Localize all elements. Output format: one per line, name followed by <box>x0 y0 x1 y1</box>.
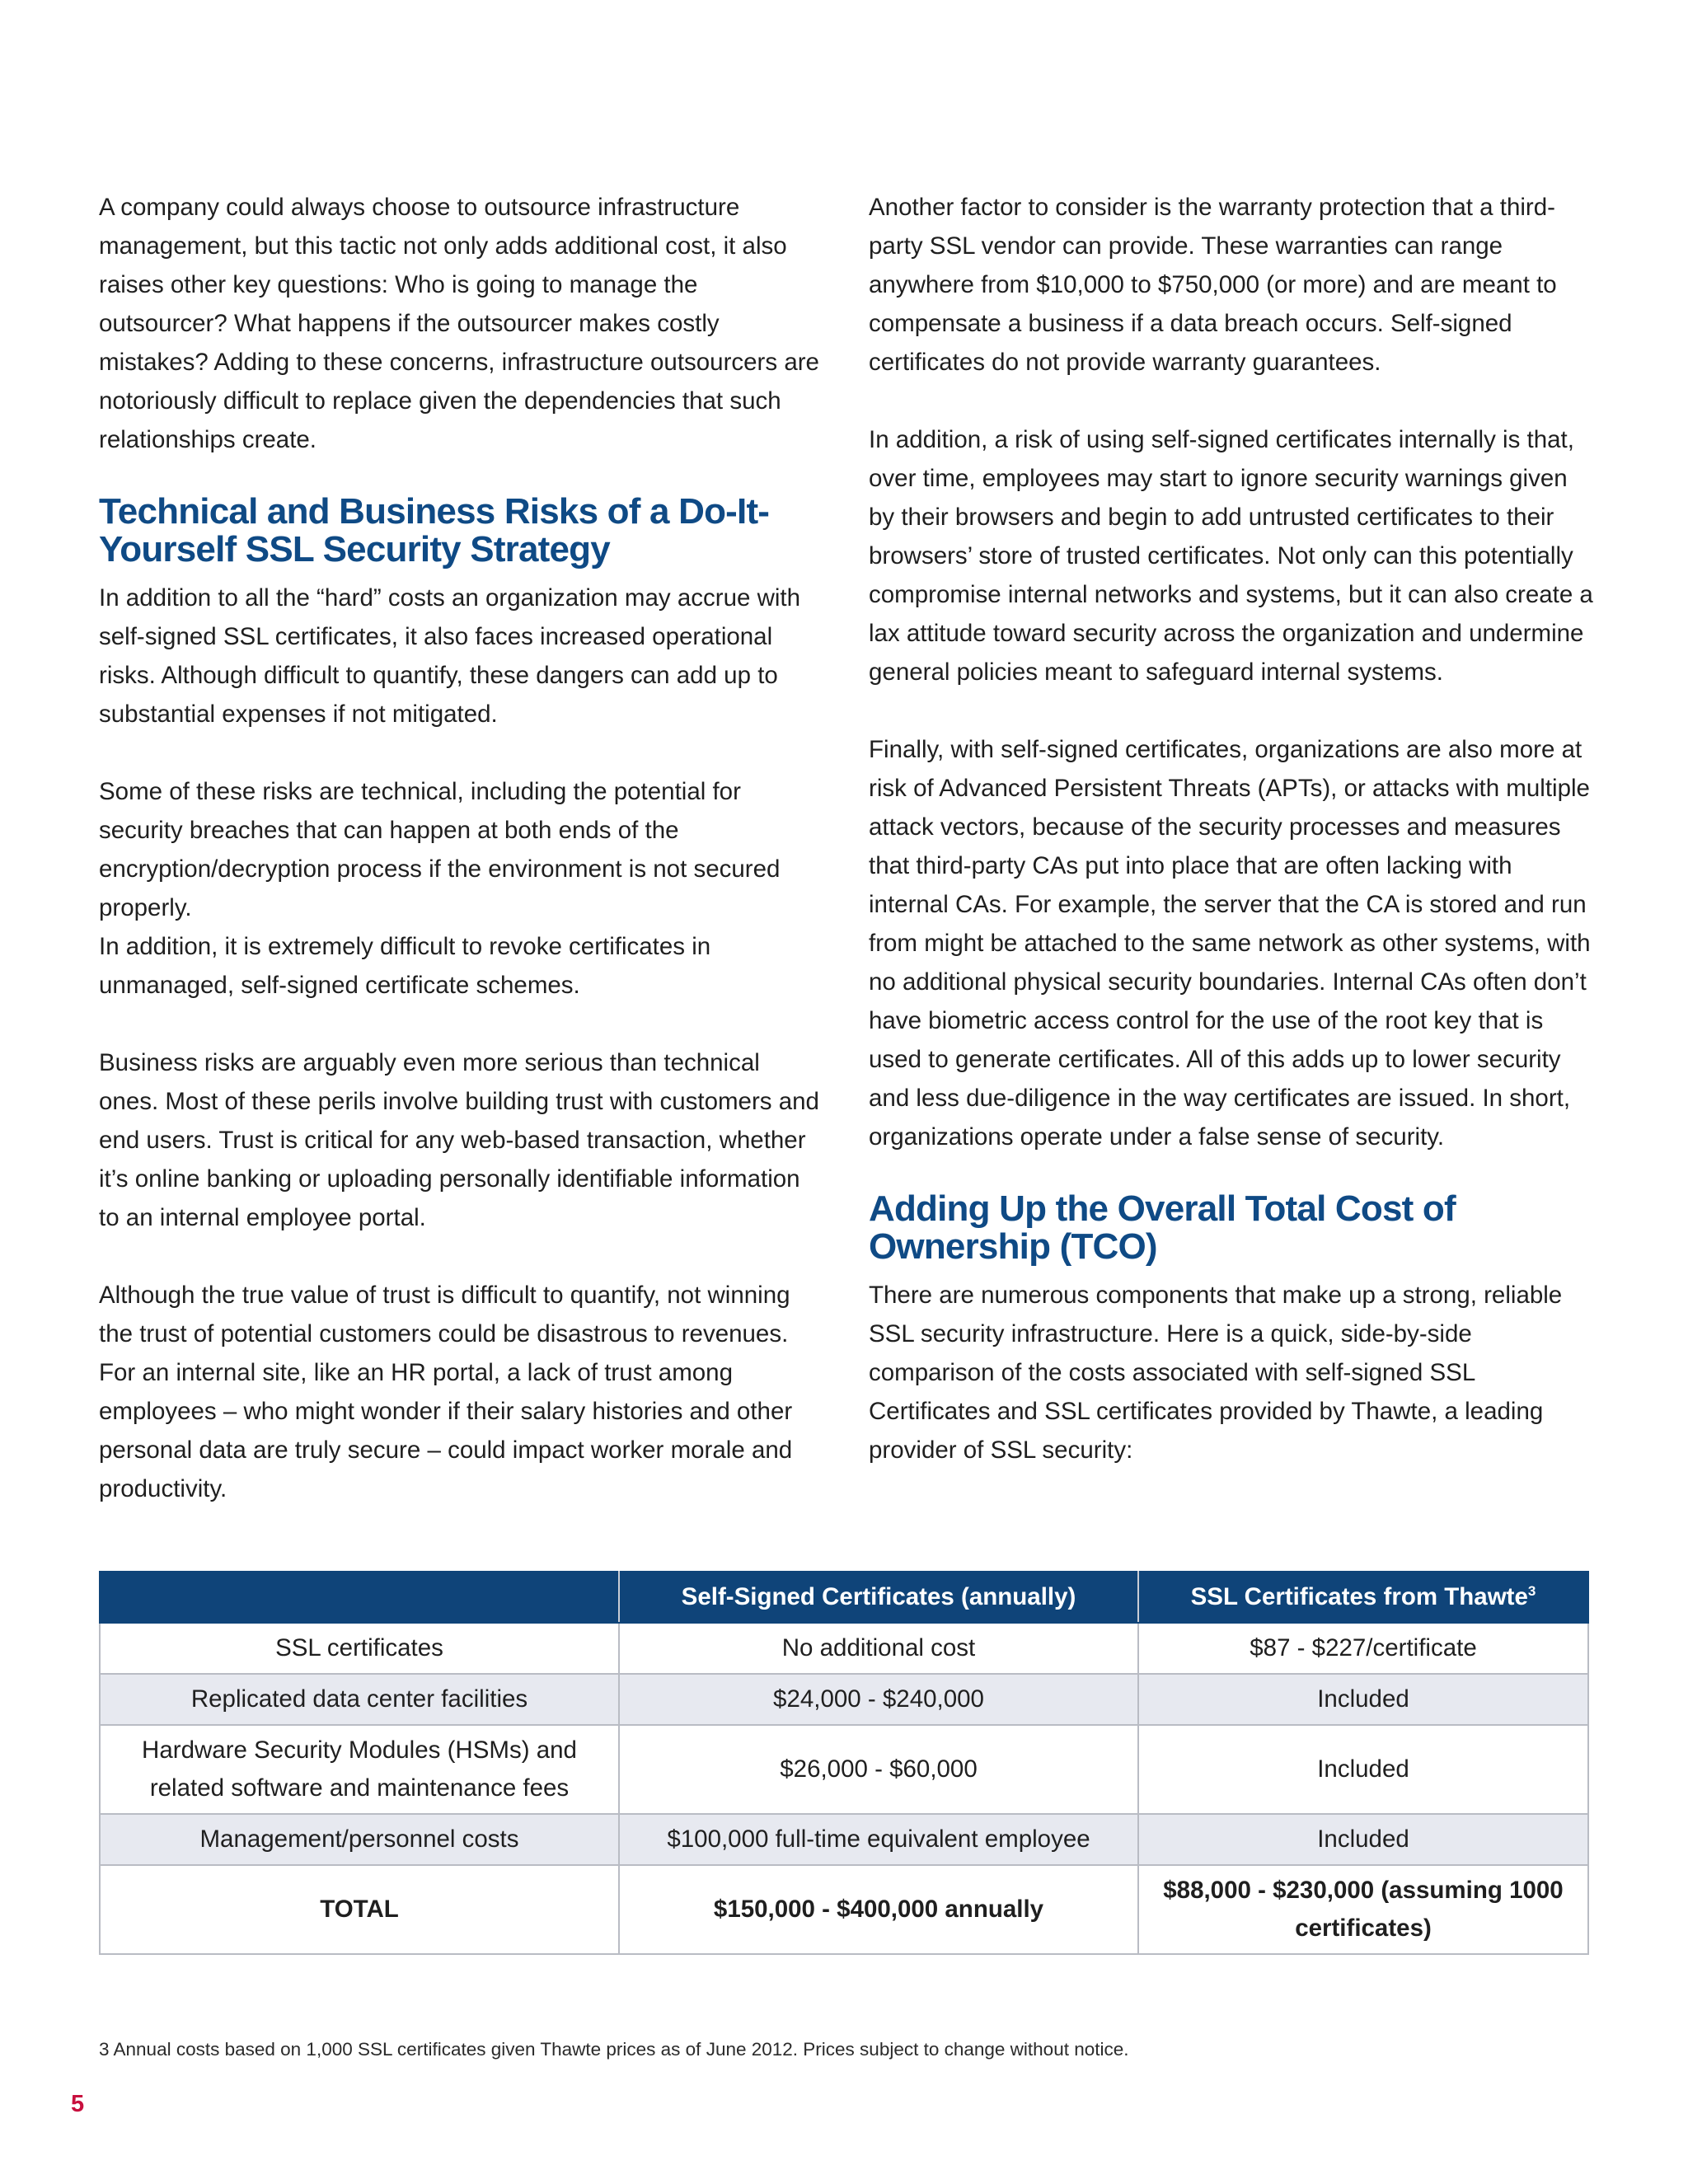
thawte-cost-cell: Included <box>1138 1725 1588 1814</box>
table-header-thawte <box>1138 1572 1588 1623</box>
right-paragraph-warranty: Another factor to consider is the warranty protection that a third-party SSL vendor can provide. These warranties can range anywhere from $10,000 to $750,000 (or more) and are meant to compensate a business if a data breach occurs. Self-signed certificates do not provide warranty guarantees. <box>869 194 1557 376</box>
self-signed-cost-cell: No additional cost <box>619 1623 1138 1674</box>
table-header-row <box>100 1572 1588 1623</box>
thawte-total-cell: $88,000 - $230,000 (assuming 1000 certificates) <box>1138 1865 1588 1954</box>
table-row <box>100 1674 1588 1725</box>
left-paragraph-trust-value: Although the true value of trust is difficult to quantify, not winning the trust of potential customers could be disastrous to revenues. For an internal site, like an HR portal, a lack of trust among employees – who might wonder if their salary histories and other personal data are truly secure – could impact worker morale and productivity. <box>99 1282 793 1502</box>
row-label-cell: Replicated data center facilities <box>100 1674 619 1725</box>
left-paragraph-technical-risks <box>99 772 824 1005</box>
table-header-empty <box>100 1572 619 1623</box>
thawte-header-label: SSL Certificates from Thawte <box>1190 1583 1528 1610</box>
footnote-marker: 3 <box>1527 1583 1536 1600</box>
left-paragraph-hard-costs: In addition to all the “hard” costs an organization may accrue with self-signed SSL certificates, it also faces increased operational risks. Although difficult to quantify, these dangers can add up to substantial expenses if not mitigated. <box>99 584 801 728</box>
table-row <box>100 1725 1588 1814</box>
right-paragraph-components: There are numerous components that make up a strong, reliable SSL security infrastructure. Here is a quick, side-by-side comparison of the costs associated with self-signed SSL Certificates and SSL certificates provided by Thawte, a leading provider of SSL security: <box>869 1282 1563 1464</box>
row-label-cell: SSL certificates <box>100 1623 619 1674</box>
self-signed-cost-cell: $26,000 - $60,000 <box>619 1725 1138 1814</box>
thawte-cost-cell: Included <box>1138 1814 1588 1865</box>
table-total-row <box>100 1865 1588 1954</box>
section-heading-risks: Technical and Business Risks of a Do-It-Yourself SSL Security Strategy <box>99 491 770 569</box>
technical-risks-text: Some of these risks are technical, including the potential for security breaches that can happen at both ends of the encryption/decryption process if the environment is not secured properly. <box>99 778 781 921</box>
row-label-cell: Management/personnel costs <box>100 1814 619 1865</box>
self-signed-cost-cell: $24,000 - $240,000 <box>619 1674 1138 1725</box>
total-label-cell: TOTAL <box>100 1865 619 1954</box>
right-paragraph-internal-risk: In addition, a risk of using self-signed certificates internally is that, over time, employees may start to ignore security warnings given by their browsers and begin to add untrusted certificates to their browsers’ store of trusted certificates. Not only can this potentially compromise internal networks and systems, but it can also create a lax attitude toward security across the organization and undermine general policies meant to safeguard internal systems. <box>869 426 1593 686</box>
tco-comparison-table <box>99 1571 1589 1955</box>
page-number: 5 <box>71 2091 85 2117</box>
right-paragraph-apts: Finally, with self-signed certificates, organizations are also more at risk of Advanced Persistent Threats (APTs), or attacks with multiple attack vectors, because of the security processes and measures that third-party CAs put into place that are often lacking with internal CAs. For example, the server that the CA is stored and run from might be attached to the same network as other systems, with no additional physical security boundaries. Internal CAs often don’t have biometric access control for the use of the root key that is used to generate certificates. All of this adds up to lower security and less due-diligence in the way certificates are issued. In short, organizations operate under a false sense of security. <box>869 736 1591 1151</box>
table-row <box>100 1623 1588 1674</box>
table-header-self-signed: Self-Signed Certificates (annually) <box>619 1572 1138 1623</box>
self-signed-cost-cell: $100,000 full-time equivalent employee <box>619 1814 1138 1865</box>
thawte-cost-cell: $87 - $227/certificate <box>1138 1623 1588 1674</box>
revoke-certificates-text: In addition, it is extremely difficult to revoke certificates in unmanaged, self-signed certificate schemes. <box>99 933 711 999</box>
left-paragraph-outsourcing: A company could always choose to outsource infrastructure management, but this tactic not only adds additional cost, it also raises other key questions: Who is going to manage the outsourcer? What happens if the outsourcer makes costly mistakes? Adding to these concerns, infrastructure outsourcers are notoriously difficult to replace given the dependencies that such relationships create. <box>99 194 819 453</box>
row-label-cell: Hardware Security Modules (HSMs) and related software and maintenance fees <box>100 1725 619 1814</box>
footnote: 3 Annual costs based on 1,000 SSL certificates given Thawte prices as of June 2012. Prices subject to change without notice. <box>99 2039 1129 2060</box>
self-signed-total-cell: $150,000 - $400,000 annually <box>619 1865 1138 1954</box>
table-row <box>100 1814 1588 1865</box>
left-paragraph-business-risks: Business risks are arguably even more serious than technical ones. Most of these perils involve building trust with customers and end users. Trust is critical for any web-based transaction, whether it’s online banking or uploading personally identifiable information to an internal employee portal. <box>99 1049 819 1231</box>
right-column <box>869 188 1594 1469</box>
thawte-cost-cell: Included <box>1138 1674 1588 1725</box>
section-heading-tco: Adding Up the Overall Total Cost of Ownership (TCO) <box>869 1188 1456 1267</box>
left-column <box>99 188 824 1508</box>
